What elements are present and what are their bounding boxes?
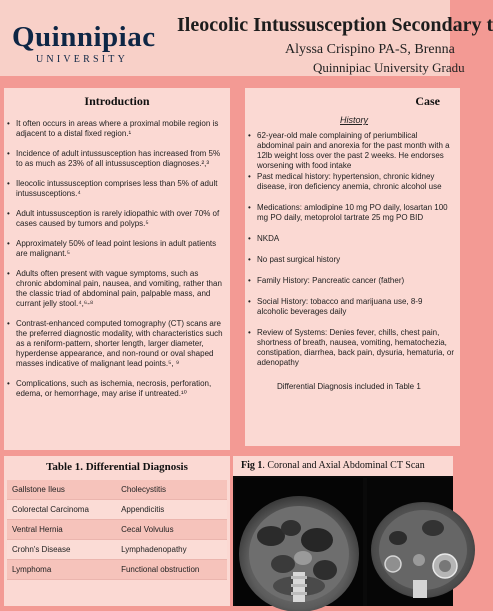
case-bullet: • Family History: Pancreatic cancer (father) xyxy=(257,276,454,286)
figure-panel xyxy=(233,456,453,606)
history-subtitle: History xyxy=(340,115,369,125)
case-bullet: • 62-year-old male complaining of periumbilical abdominal pain and anorexia for the past month with a 12lb weight loss over the past 2 weeks. He endorses worsening with food intake xyxy=(257,131,454,161)
table-cell: Lymphadenopathy xyxy=(116,540,227,560)
case-list xyxy=(245,131,460,368)
table-row xyxy=(7,540,227,560)
table-title: Table 1. Differential Diagnosis xyxy=(46,461,188,473)
intro-bullet: • Adult intussusception is rarely idiopathic with over 70% of cases caused by tumors and polyps.⁵ xyxy=(16,209,224,229)
table-row xyxy=(7,560,227,580)
university-logo xyxy=(12,21,156,66)
differential-table xyxy=(7,480,227,580)
table-cell: Gallstone Ileus xyxy=(7,480,116,500)
poster-header xyxy=(0,0,493,76)
figure-caption-text: . Coronal and Axial Abdominal CT Scan xyxy=(262,460,425,471)
ct-scan-illustration xyxy=(233,476,453,606)
case-title: Case xyxy=(415,94,440,108)
table-row xyxy=(7,480,227,500)
figure-label: Fig 1 xyxy=(241,460,263,471)
ct-scan-images xyxy=(233,476,453,606)
table-row xyxy=(7,500,227,520)
table-cell: Cholecystitis xyxy=(116,480,227,500)
logo-name: Quinnipiac xyxy=(12,21,156,53)
case-panel xyxy=(245,88,460,446)
differential-note: Differential Diagnosis included in Table 1 xyxy=(277,382,421,391)
case-bullet: • Social History: tobacco and marijuana use, 8-9 alcoholic beverages daily xyxy=(257,297,454,317)
axial-ct-image xyxy=(367,478,475,606)
poster-title: Ileocolic Intussusception Secondary t xyxy=(177,14,493,36)
table-cell: Colorectal Carcinoma xyxy=(7,500,116,520)
table-cell: Crohn's Disease xyxy=(7,540,116,560)
logo-subtitle: UNIVERSITY xyxy=(36,54,128,65)
table-row xyxy=(7,520,227,540)
introduction-list xyxy=(4,119,230,399)
case-bullet: • NKDA xyxy=(257,234,454,244)
intro-bullet: • It often occurs in areas where a proximal mobile region is adjacent to a distal fixed region.¹ xyxy=(16,119,224,139)
introduction-panel xyxy=(4,88,230,450)
table-cell: Ventral Hernia xyxy=(7,520,116,540)
case-bullet: • No past surgical history xyxy=(257,255,454,265)
case-bullet: • Medications: amlodipine 10 mg PO daily, losartan 100 mg PO daily, metoprolol tartrate 25 mg PO BID xyxy=(257,203,454,223)
introduction-title: Introduction xyxy=(84,94,150,108)
intro-bullet: • Incidence of adult intussusception has increased from 5% to as much as 23% of all intussusception diagnoses.²,³ xyxy=(16,149,224,169)
differential-table-panel xyxy=(4,456,230,606)
poster-authors: Alyssa Crispino PA-S, Brenna xyxy=(285,42,455,57)
table-cell: Lymphoma xyxy=(7,560,116,580)
intro-bullet: • Contrast-enhanced computed tomography (CT) scans are the preferred diagnostic modality, with characteristics such as a reniform-pattern, shorter length, larger diameter, hyperdense appearance, and non-round or oval shaped masses indicative of malignant lead points.⁵, ⁹ xyxy=(16,319,224,369)
case-bullet: • Review of Systems: Denies fever, chills, chest pain, shortness of breath, nausea, vomiting, hematochezia, constipation, diarrhea, back pain, dysuria, hematuria, or adenopathy xyxy=(257,328,454,368)
table-cell: Cecal Volvulus xyxy=(116,520,227,540)
figure-caption xyxy=(241,460,453,471)
coronal-ct-image xyxy=(235,478,363,611)
intro-bullet: • Approximately 50% of lead point lesions in adult patients are malignant.⁵ xyxy=(16,239,224,259)
intro-bullet: • Ileocolic intussusception comprises less than 5% of adult intussusceptions.⁴ xyxy=(16,179,224,199)
table-cell: Functional obstruction xyxy=(116,560,227,580)
table-cell: Appendicitis xyxy=(116,500,227,520)
case-bullet: • Past medical history: hypertension, chronic kidney disease, iron deficiency anemia, chronic alcohol use xyxy=(257,172,454,192)
intro-bullet: • Adults often present with vague symptoms, such as chronic abdominal pain, nausea, and vomiting, rather than the classic triad of abdominal pain, palpable mass, and currant jelly stool.⁴,⁶-⁸ xyxy=(16,269,224,309)
poster-affiliation: Quinnipiac University Gradu xyxy=(313,60,465,75)
intro-bullet: • Complications, such as ischemia, necrosis, perforation, edema, or hemorrhage, may arise if untreated.¹⁰ xyxy=(16,379,224,399)
